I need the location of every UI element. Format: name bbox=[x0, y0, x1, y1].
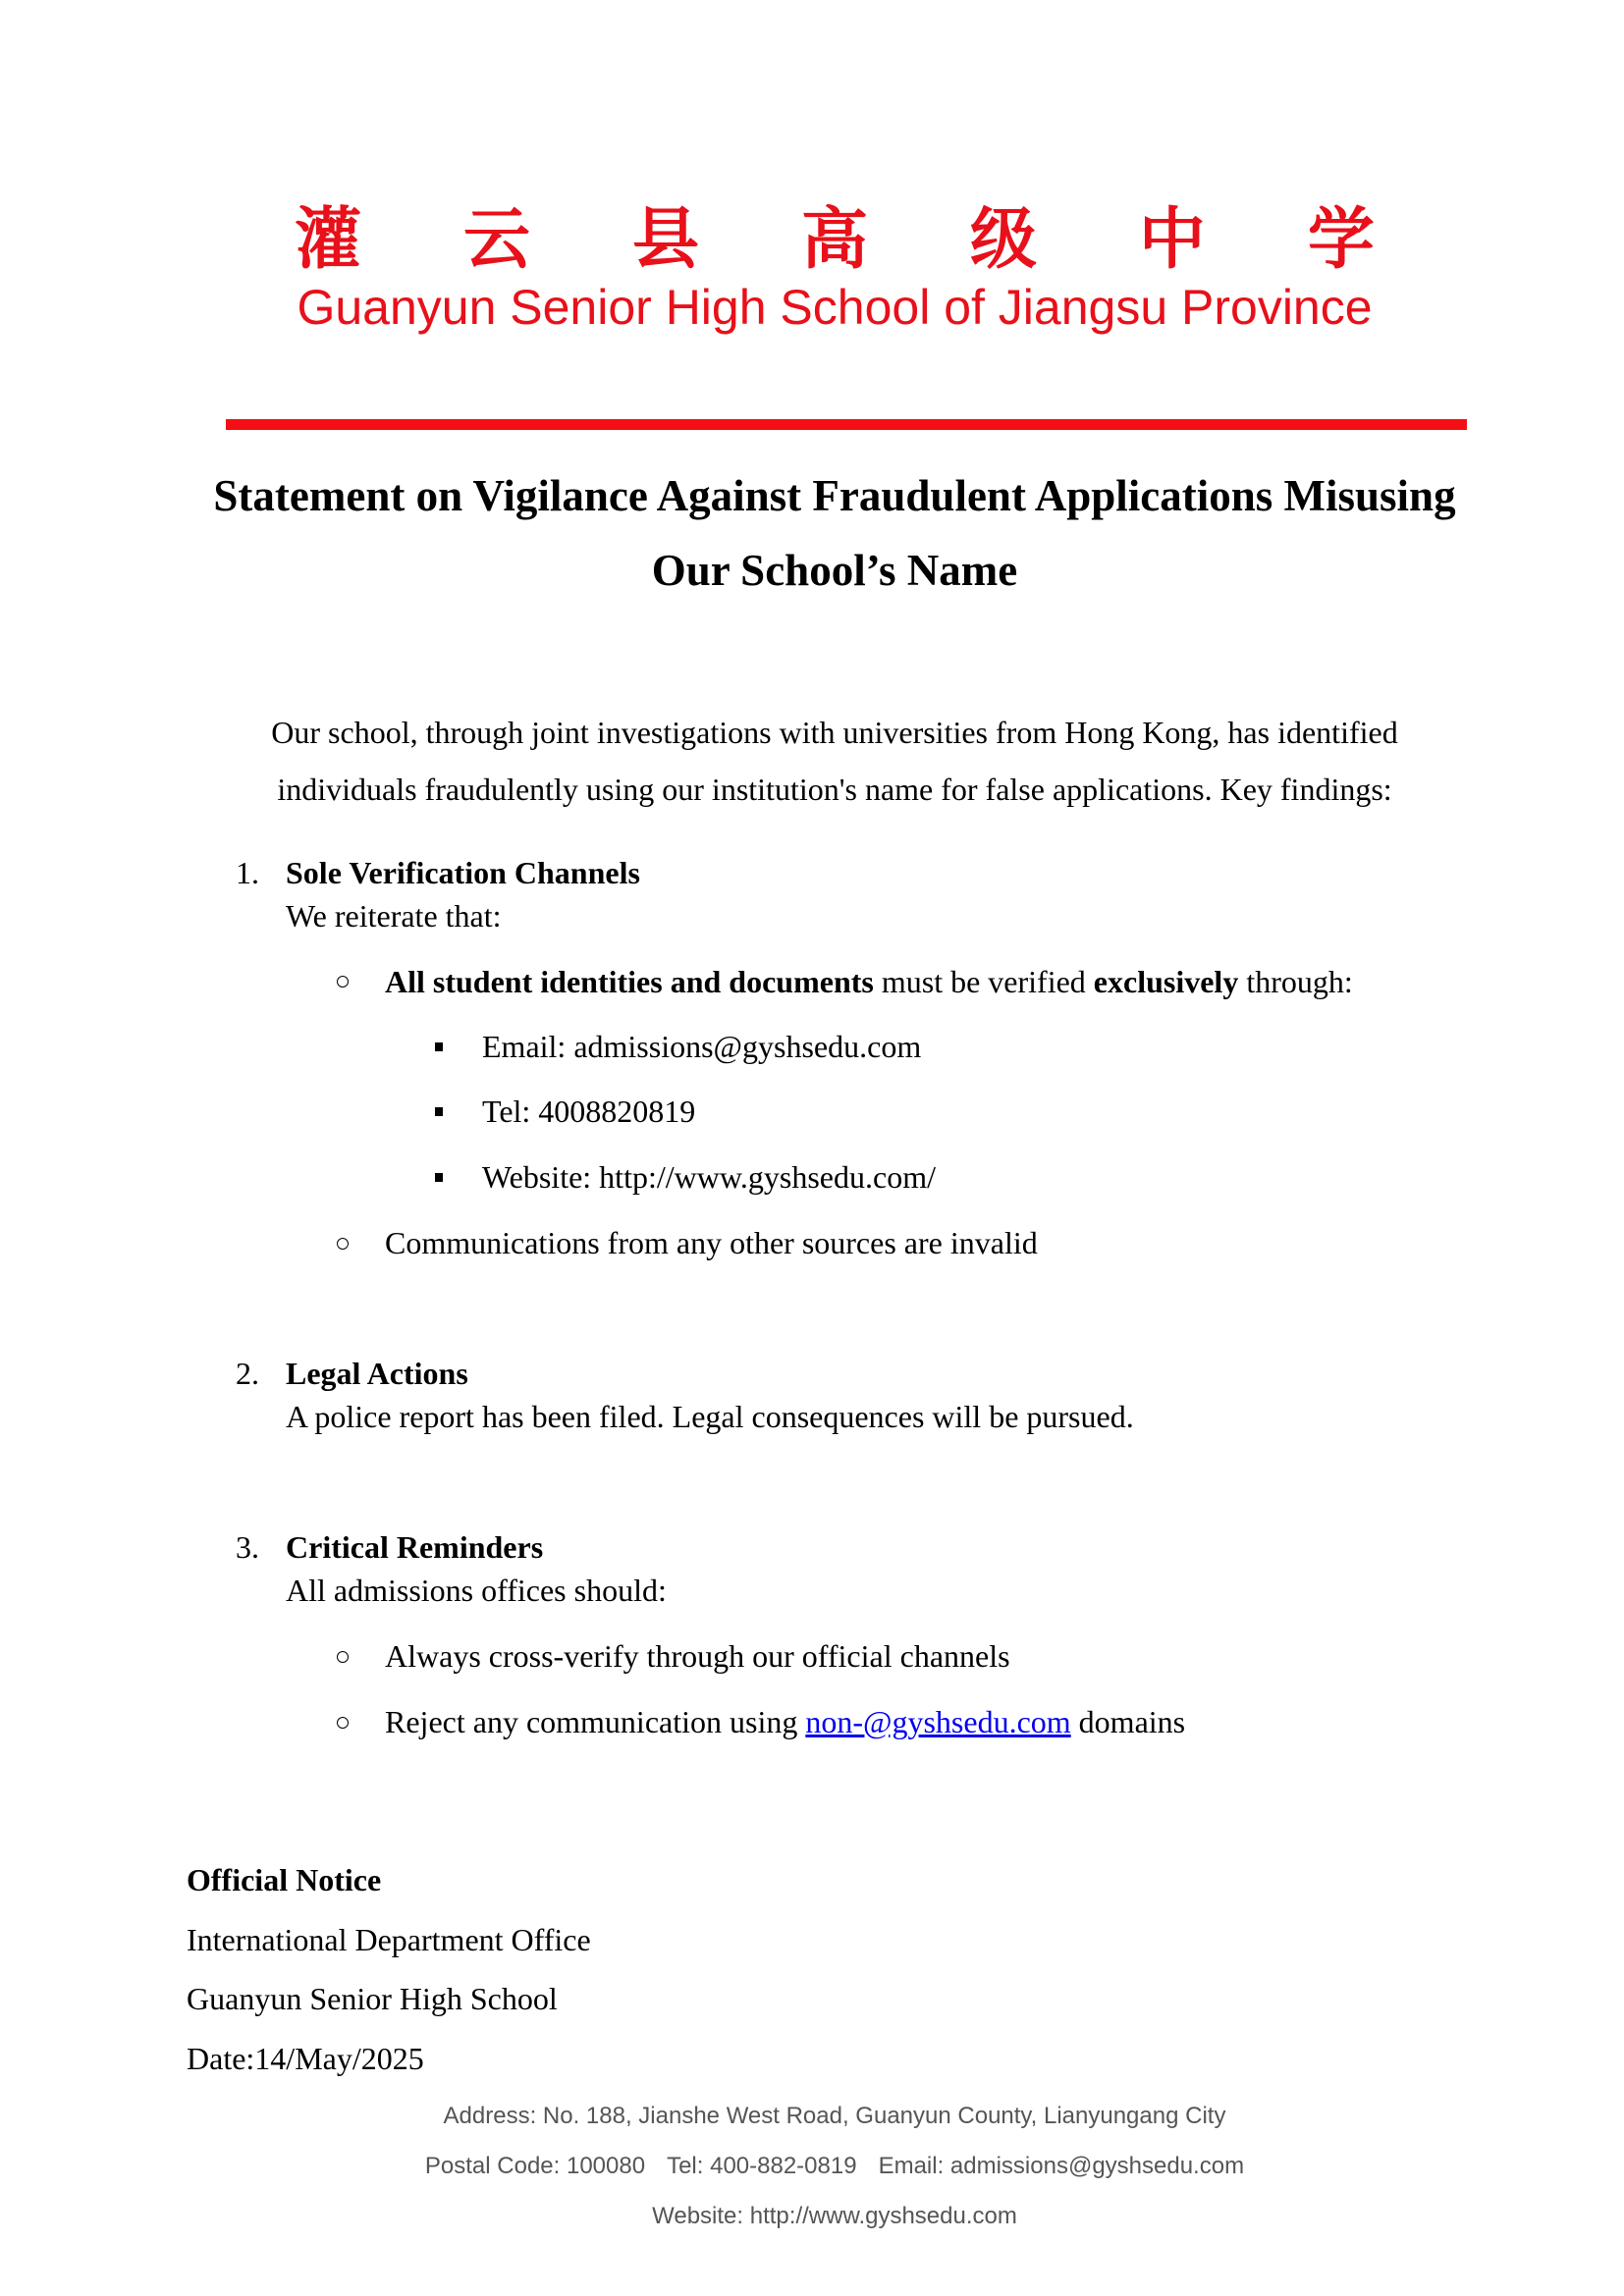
channel-tel: Tel: 4008820819 bbox=[482, 1094, 696, 1129]
letterhead-chinese-name bbox=[295, 201, 1375, 280]
domain-link[interactable]: non-@gyshsedu.com bbox=[805, 1704, 1071, 1739]
signature-office: International Department Office bbox=[187, 1922, 591, 1957]
signature-heading: Official Notice bbox=[187, 1862, 382, 1897]
signature-date: Date:14/May/2025 bbox=[187, 2041, 424, 2076]
hollow-bullet-icon bbox=[337, 976, 349, 988]
intro-line-2: individuals fraudulently using our institution's name for false applications. Key findings: bbox=[277, 772, 1392, 807]
section-2-heading: Legal Actions bbox=[286, 1356, 468, 1391]
footer-address: Address: No. 188, Jianshe West Road, Guanyun County, Lianyungang City bbox=[443, 2103, 1226, 2129]
cn-char: 县 bbox=[631, 201, 699, 279]
cn-char: 中 bbox=[1138, 201, 1206, 279]
cn-char: 级 bbox=[969, 201, 1037, 279]
section-3-bullet-2: Reject any communication using non-@gyshsedu.com domains bbox=[385, 1704, 1186, 1739]
section-1-bullet-1: All student identities and documents must be verified exclusively through: bbox=[385, 964, 1353, 999]
section-1-number: 1. bbox=[236, 855, 259, 890]
cn-char: 高 bbox=[800, 201, 868, 279]
cn-char: 云 bbox=[462, 201, 530, 279]
square-bullet-icon bbox=[435, 1173, 443, 1182]
section-1-lead: We reiterate that: bbox=[286, 898, 502, 934]
title-line-1: Statement on Vigilance Against Fraudulent Applications Misusing bbox=[213, 471, 1456, 520]
intro-line-1: Our school, through joint investigations with universities from Hong Kong, has identified bbox=[271, 715, 1398, 750]
letterhead-english-name: Guanyun Senior High School of Jiangsu Province bbox=[297, 280, 1373, 335]
channel-email: Email: admissions@gyshsedu.com bbox=[482, 1029, 922, 1064]
square-bullet-icon bbox=[435, 1107, 443, 1116]
cn-char: 灌 bbox=[295, 201, 362, 279]
channel-website: Website: http://www.gyshsedu.com/ bbox=[482, 1159, 936, 1195]
section-3-lead: All admissions offices should: bbox=[286, 1573, 667, 1608]
footer-contact bbox=[196, 2151, 1473, 2182]
hollow-bullet-icon bbox=[337, 1717, 349, 1729]
hollow-bullet-icon bbox=[337, 1238, 349, 1250]
document-title bbox=[147, 458, 1522, 608]
section-2-number: 2. bbox=[236, 1356, 259, 1391]
section-3-bullet-1: Always cross-verify through our official channels bbox=[385, 1638, 1010, 1674]
hollow-bullet-icon bbox=[337, 1651, 349, 1663]
letterhead-divider bbox=[226, 419, 1467, 430]
footer-email: Email: admissions@gyshsedu.com bbox=[878, 2153, 1245, 2179]
section-1-heading: Sole Verification Channels bbox=[286, 855, 640, 890]
square-bullet-icon bbox=[435, 1042, 443, 1051]
section-3-heading: Critical Reminders bbox=[286, 1529, 544, 1565]
cn-char: 学 bbox=[1307, 201, 1375, 279]
section-3-number: 3. bbox=[236, 1529, 259, 1565]
footer-website: Website: http://www.gyshsedu.com bbox=[652, 2203, 1017, 2229]
section-2-text: A police report has been filed. Legal consequences will be pursued. bbox=[286, 1399, 1134, 1434]
section-1-bullet-2: Communications from any other sources are invalid bbox=[385, 1225, 1038, 1260]
footer-tel: Tel: 400-882-0819 bbox=[667, 2153, 857, 2179]
signature-school: Guanyun Senior High School bbox=[187, 1981, 558, 2016]
footer-postal: Postal Code: 100080 bbox=[424, 2153, 646, 2179]
title-line-2: Our School’s Name bbox=[651, 546, 1018, 595]
intro-paragraph bbox=[147, 704, 1522, 818]
